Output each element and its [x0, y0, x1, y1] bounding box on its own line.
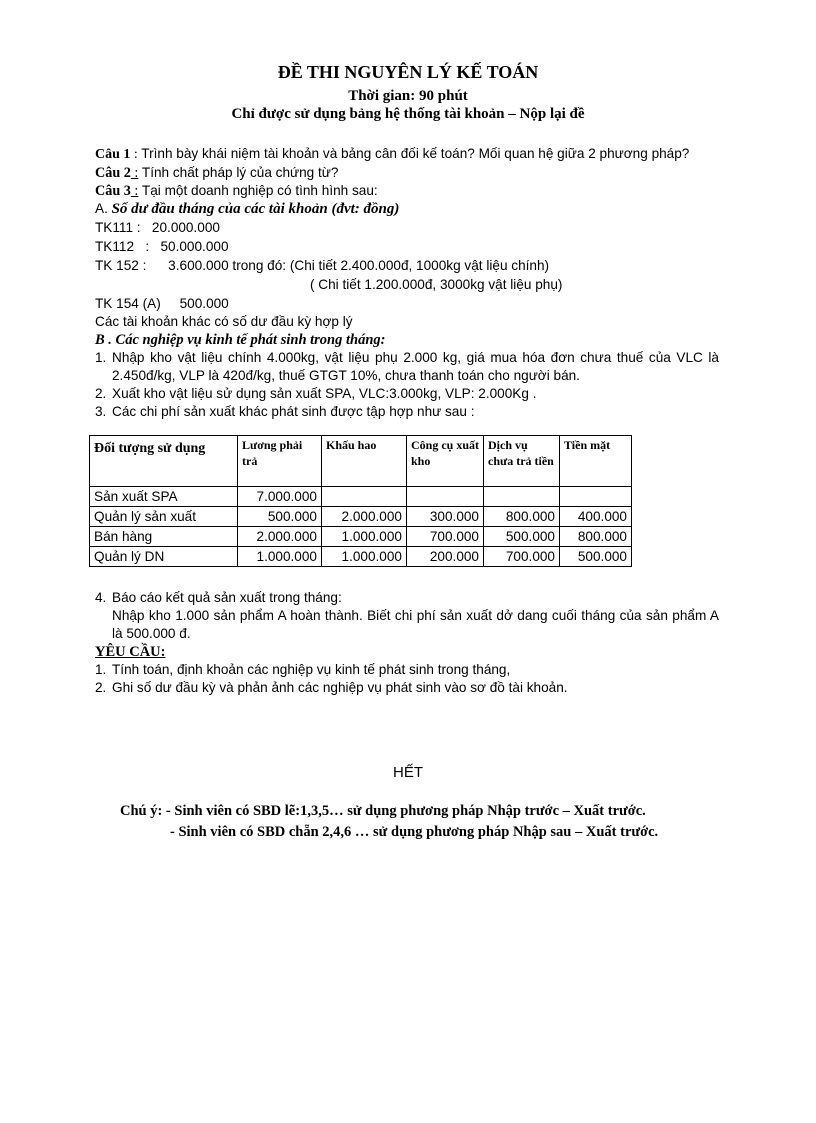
table-cell: 700.000 — [484, 547, 560, 567]
question-3 — [95, 182, 719, 200]
table-cell: 500.000 — [484, 527, 560, 547]
question-1 — [95, 145, 719, 164]
note-line-1: Chú ý: - Sinh viên có SBD lẽ:1,3,5… sử dụng phương pháp Nhập trước – Xuất trước. — [120, 803, 646, 819]
section-a-title: Số dư đầu tháng của các tài khoản (đvt: đồng) — [111, 201, 400, 217]
transaction-3-num: 3. — [95, 404, 107, 419]
section-a-heading — [95, 200, 719, 218]
question-2-sep: : — [130, 165, 139, 181]
balance-tk112: TK112 : 50.000.000 — [95, 239, 229, 254]
balance-tk152-label: TK 152 : — [95, 258, 147, 273]
transaction-2 — [95, 385, 719, 403]
table-cell: 800.000 — [484, 507, 560, 527]
exam-time: Thời gian: 90 phút — [348, 88, 468, 104]
exam-title: ĐỀ THI NGUYÊN LÝ KẾ TOÁN — [277, 62, 539, 82]
balance-tk152 — [95, 256, 719, 275]
table-cell: 500.000 — [560, 547, 632, 567]
table-header: Lương phải trả — [238, 436, 322, 487]
table-cell: 1.000.000 — [322, 527, 407, 547]
exam-rule: Chỉ được sử dụng bảng hệ thống tài khoản – Nộp lại đề — [231, 106, 585, 122]
table-cell: 7.000.000 — [238, 487, 322, 507]
transaction-4-num: 4. — [95, 590, 107, 605]
table-cell: 2.000.000 — [322, 507, 407, 527]
table-cell: 2.000.000 — [238, 527, 322, 547]
end-marker: HẾT — [393, 764, 423, 781]
requirement-1-num: 1. — [95, 662, 107, 677]
requirement-2-text: Ghi số dư đầu kỳ và phản ảnh các nghiệp vụ phát sinh vào sơ đồ tài khoản. — [112, 680, 568, 695]
requirements-heading: YÊU CẦU: — [95, 644, 166, 660]
balance-tk154: TK 154 (A) 500.000 — [95, 296, 229, 311]
table-header: Công cụ xuất kho — [407, 436, 484, 487]
table-cell: 400.000 — [560, 507, 632, 527]
requirement-1-text: Tính toán, định khoản các nghiệp vụ kinh tế phát sinh trong tháng, — [112, 662, 511, 677]
table-cell: Quản lý DN — [90, 547, 238, 567]
table-cell: 700.000 — [407, 527, 484, 547]
question-2-label: Câu 2 — [95, 165, 131, 181]
transaction-2-text: Xuất kho vật liệu sử dụng sản xuất SPA, VLC:3.000kg, VLP: 2.000Kg . — [112, 386, 537, 401]
table-row — [90, 527, 632, 547]
question-3-text: Tại một doanh nghiệp có tình hình sau: — [138, 183, 378, 198]
spacer — [95, 567, 719, 589]
table-cell — [322, 487, 407, 507]
table-cell — [560, 487, 632, 507]
requirement-2-num: 2. — [95, 680, 107, 695]
table-cell: Bán hàng — [90, 527, 238, 547]
table-cell: 1.000.000 — [238, 547, 322, 567]
transaction-4 — [95, 589, 719, 643]
table-cell: 1.000.000 — [322, 547, 407, 567]
exam-content — [95, 145, 719, 697]
question-2-text: Tính chất pháp lý của chứng từ? — [138, 165, 339, 180]
table-cell: 500.000 — [238, 507, 322, 527]
section-a-prefix: A. — [95, 201, 108, 216]
question-3-sep: : — [130, 183, 139, 199]
requirement-1 — [95, 661, 719, 679]
transaction-1-text: Nhập kho vật liệu chính 4.000kg, vật liệu phụ 2.000 kg, giá mua hóa đơn chưa thuế của VLC là 2.450đ/kg, VLP là 420đ/kg, thuế GTGT 10%, chưa thanh toán cho người bán. — [112, 350, 719, 383]
table-header: Khấu hao — [322, 436, 407, 487]
transaction-4-title: Báo cáo kết quả sản xuất trong tháng: — [112, 590, 342, 605]
balance-others: Các tài khoản khác có số dư đầu kỳ hợp lý — [95, 314, 353, 329]
balance-tk111: TK111 : 20.000.000 — [95, 220, 220, 235]
table-cell — [407, 487, 484, 507]
question-3-label: Câu 3 — [95, 183, 131, 199]
table-cell: 800.000 — [560, 527, 632, 547]
table-cell: 200.000 — [407, 547, 484, 567]
transaction-4-text: Nhập kho 1.000 sản phẩm A hoàn thành. Biết chi phí sản xuất dở dang cuối tháng của sản phẩm A là 500.000 đ. — [112, 608, 719, 641]
balance-tk152-detail-2: ( Chi tiết 1.200.000đ, 3000kg vật liệu phụ) — [310, 277, 563, 292]
transaction-3 — [95, 403, 719, 421]
table-cell: Sản xuất SPA — [90, 487, 238, 507]
transaction-1-num: 1. — [95, 350, 107, 365]
note-line-2: - Sinh viên có SBD chẵn 2,4,6 … sử dụng phương pháp Nhập sau – Xuất trước. — [170, 824, 659, 840]
table-row — [90, 547, 632, 567]
table-header: Dịch vụ chưa trả tiền — [484, 436, 560, 487]
question-1-sep: : — [130, 147, 142, 162]
cost-table — [89, 435, 632, 567]
table-header: Tiền mặt — [560, 436, 632, 487]
table-header: Đối tượng sử dụng — [90, 436, 238, 487]
transaction-2-num: 2. — [95, 386, 107, 401]
section-b-heading: B . Các nghiệp vụ kinh tế phát sinh trong tháng: — [95, 332, 386, 348]
requirement-2 — [95, 679, 719, 697]
transaction-3-text: Các chi phí sản xuất khác phát sinh được tập hợp như sau : — [112, 404, 475, 419]
table-cell: Quản lý sản xuất — [90, 507, 238, 527]
question-1-label: Câu 1 — [95, 147, 131, 162]
cost-table-header-row — [90, 436, 632, 487]
table-cell: 300.000 — [407, 507, 484, 527]
question-2 — [95, 164, 719, 182]
table-row — [90, 507, 632, 527]
table-cell — [484, 487, 560, 507]
balance-tk152-detail: 3.600.000 trong đó: (Chi tiết 2.400.000đ, 1000kg vật liệu chính) — [168, 258, 550, 273]
transaction-1 — [95, 349, 719, 385]
question-1-text: Trình bày khái niệm tài khoản và bảng cân đối kế toán? Mối quan hệ giữa 2 phương pháp? — [141, 146, 690, 161]
table-row — [90, 487, 632, 507]
